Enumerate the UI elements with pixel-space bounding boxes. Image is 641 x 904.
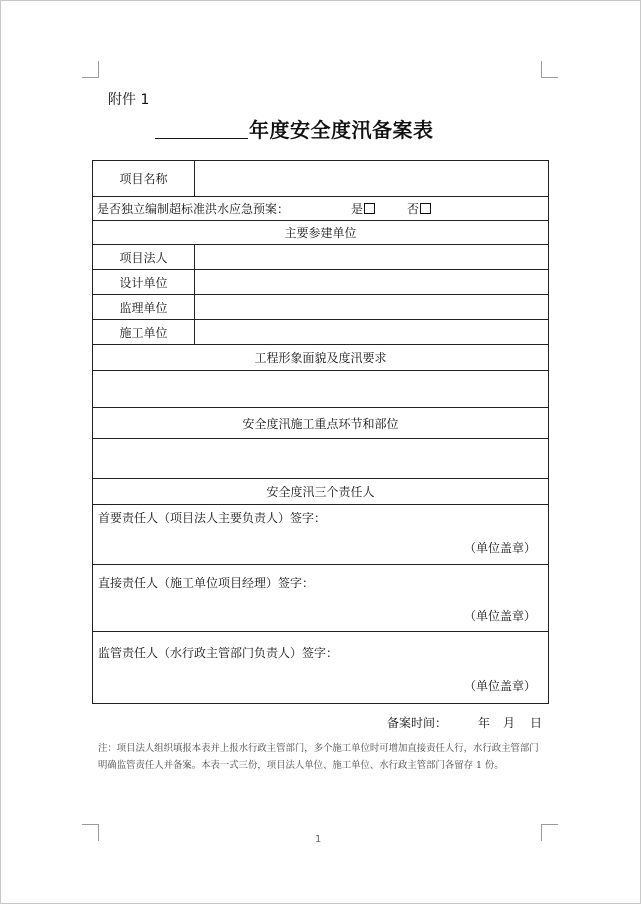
responsible-signature-field[interactable] [93,505,549,565]
page-number: 1 [315,834,322,845]
project-name-label: 项目名称 [93,161,195,197]
key-points-section-header: 安全度汛施工重点环节和部位 [93,408,549,439]
document-title: 年度安全度汛备案表 [249,118,434,142]
no-checkbox[interactable] [420,203,431,214]
unit-row-field[interactable] [195,245,549,270]
key-points-content-row [93,439,549,479]
unit-row-label: 施工单位 [93,320,195,345]
responsible-section-row [93,479,549,505]
responsible-label: 监管责任人（水行政主管部门负责人）签字： [98,646,339,660]
plan-question-row [93,197,549,221]
project-name-row [93,161,549,197]
yes-checkbox[interactable] [364,203,375,214]
responsible-row [93,505,549,565]
unit-row [93,295,549,320]
responsible-label: 首要责任人（项目法人主要负责人）签字： [98,511,327,525]
responsible-signature-field[interactable] [93,565,549,632]
corner-mark-bottom-right [541,824,558,841]
responsible-label: 直接责任人（施工单位项目经理）签字： [98,576,315,590]
unit-row-field[interactable] [195,270,549,295]
unit-row-field[interactable] [195,295,549,320]
responsible-signature-field[interactable] [93,632,549,704]
filing-year-label: 年 [478,716,491,730]
responsible-row [93,565,549,632]
footnote: 注：项目法人组织填报本表并上报水行政主管部门，多个施工单位时可增加直接责任人行，水行政主管部门明确监管责任人并备案。本表一式三份，项目法人单位、施工单位、水行政主管部门各留存 1 份。 [98,743,539,771]
responsible-section-header: 安全度汛三个责任人 [93,479,549,505]
unit-row [93,270,549,295]
unit-row-label: 设计单位 [93,270,195,295]
project-name-field[interactable] [195,161,549,197]
yes-option-label: 是 [351,202,364,216]
unit-row-label: 监理单位 [93,295,195,320]
unit-seal-label: （单位盖章） [463,609,536,623]
unit-row [93,245,549,270]
progress-content-field[interactable] [93,371,549,408]
unit-seal-label: （单位盖章） [463,679,536,693]
plan-question-cell [93,197,549,221]
unit-row-field[interactable] [195,320,549,345]
key-points-section-row [93,408,549,439]
attachment-label: 附件 1 [108,92,150,108]
units-section-row [93,221,549,245]
key-points-content-field[interactable] [93,439,549,479]
progress-section-row [93,345,549,371]
unit-seal-label: （单位盖章） [463,541,536,555]
unit-row [93,320,549,345]
no-option-label: 否 [407,202,420,216]
corner-mark-top-right [541,61,558,78]
responsible-row [93,632,549,704]
filing-month-label: 月 [503,716,516,730]
filing-day-label: 日 [530,716,543,730]
title-year-blank[interactable] [155,138,248,139]
progress-content-row [93,371,549,408]
units-section-header: 主要参建单位 [93,221,549,245]
filing-form-table [92,160,549,704]
unit-row-label: 项目法人 [93,245,195,270]
corner-mark-top-left [82,61,99,78]
plan-question-label: 是否独立编制超标准洪水应急预案： [97,202,290,216]
corner-mark-bottom-left [82,824,99,841]
filing-time-label: 备案时间： [387,716,448,730]
progress-section-header: 工程形象面貌及度汛要求 [93,345,549,371]
